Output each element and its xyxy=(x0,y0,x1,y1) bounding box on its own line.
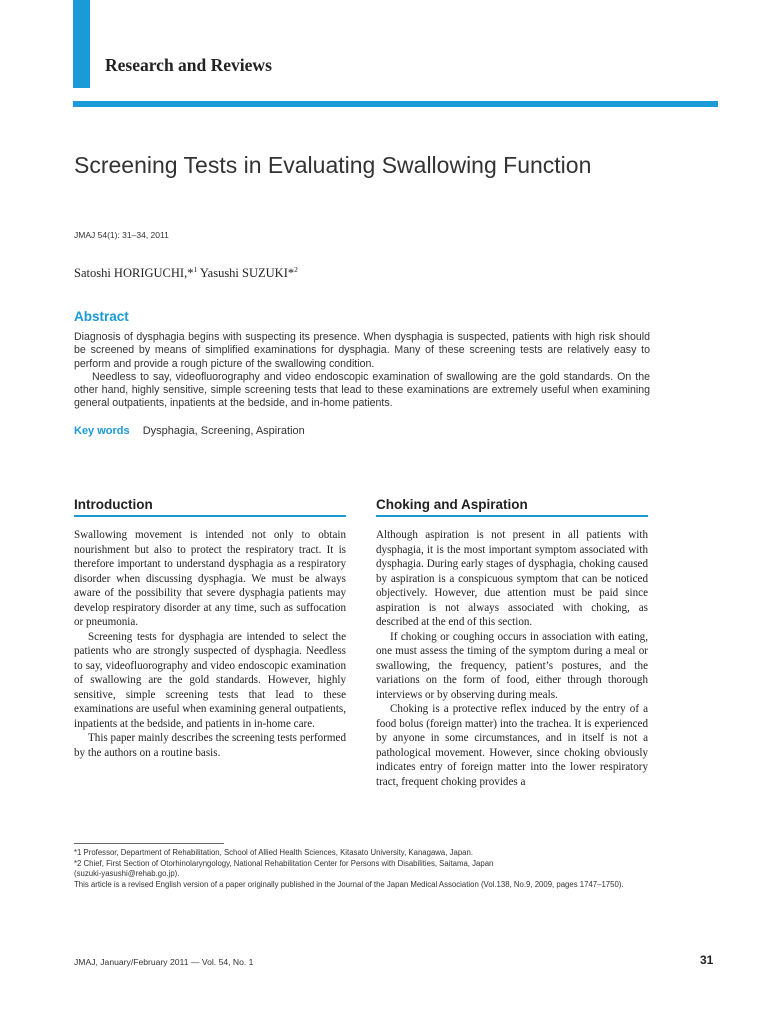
author-name: Satoshi HORIGUCHI,* xyxy=(74,266,194,281)
article-title: Screening Tests in Evaluating Swallowing Function xyxy=(74,152,592,178)
body-paragraph: Swallowing movement is intended not only to obtain nourishment but also to protect the respiratory tract. It is therefore important to understand dysphagia as a respiratory disorder when discussing dysphagia. We must be always aware of the possibility that severe dysphagia patients may develop respiratory disorder at any time, such as suffocation or pneumonia. xyxy=(74,529,346,628)
abstract-paragraph: Diagnosis of dysphagia begins with suspecting its presence. When dysphagia is suspected, patients with high risk should be screened by means of simplified examinations for dysphagia. Many of these screening tests are relatively easy to perform and provide a rough picture of the swallowing condition. xyxy=(74,331,650,370)
header-accent-bar xyxy=(73,0,90,88)
article-citation: JMAJ 54(1): 31–34, 2011 xyxy=(74,230,169,240)
keywords-value: Dysphagia, Screening, Aspiration xyxy=(142,425,305,437)
abstract-heading: Abstract xyxy=(74,309,129,324)
article-authors xyxy=(74,265,298,281)
footer-journal-info: JMAJ, January/February 2011 — Vol. 54, No. 1 xyxy=(74,957,254,967)
footnote: *2 Chief, First Section of Otorhinolaryngology, National Rehabilitation Center for Persons with Disabilities, Saitama, Japan xyxy=(74,858,494,868)
body-paragraph: Choking is a protective reflex induced by the entry of a food bolus (foreign matter) into the trachea. It is experienced by anyone in some circumstances, and in itself is not a pathological movement. However, since choking obviously indicates entry of foreign matter into the lower respiratory tract, frequent choking provides a xyxy=(376,703,648,788)
footnote: This article is a revised English version of a paper originally published in the Journal of the Japan Medical Association (Vol.138, No.9, 2009, pages 1747–1750). xyxy=(74,879,624,889)
author-affiliation-mark: 2 xyxy=(294,265,298,274)
section-label: Research and Reviews xyxy=(105,55,272,75)
introduction-section xyxy=(74,497,346,760)
author-name: Yasushi SUZUKI* xyxy=(199,266,295,281)
abstract-body xyxy=(74,331,650,411)
author-affiliation-mark: 1 xyxy=(193,265,198,274)
section-body xyxy=(376,528,648,789)
body-paragraph: If choking or coughing occurs in association with eating, one must assess the timing of the symptom during a meal or swallowing, the frequency, patient’s postures, and the variations on the form of food, either through thorough interviews or by observing during meals. xyxy=(376,630,648,701)
body-paragraph: Screening tests for dysphagia are intended to select the patients who are strongly suspected of dysphagia. Needless to say, videofluorography and video endoscopic examination of swallowing are the gold standards. However, highly sensitive, simple screening tests that lead to these examinations are useful when examining general outpatients, inpatients at the bedside, and patients in in-home care. xyxy=(74,630,346,730)
choking-aspiration-section xyxy=(376,497,648,789)
section-heading: Introduction xyxy=(74,497,346,517)
footnote: *1 Professor, Department of Rehabilitation, School of Allied Health Sciences, Kitasato University, Kanagawa, Japan. xyxy=(74,848,474,857)
header-divider xyxy=(73,101,718,107)
section-heading: Choking and Aspiration xyxy=(376,497,648,517)
body-paragraph: This paper mainly describes the screening tests performed by the authors on a routine basis. xyxy=(74,732,346,759)
footnotes xyxy=(74,848,654,890)
footnote-divider xyxy=(74,843,224,844)
keywords-label: Key words xyxy=(74,425,130,437)
body-paragraph: Although aspiration is not present in all patients with dysphagia, it is the most important symptom associated with dysphagia. During early stages of dysphagia, choking caused by aspiration is a conspicuous symptom that can be noticed objectively. However, due attention must be paid since aspiration is not always associated with choking, as described at the end of this section. xyxy=(376,529,648,628)
keywords xyxy=(74,425,305,437)
page-number: 31 xyxy=(700,953,714,967)
section-body xyxy=(74,528,346,760)
abstract-paragraph: Needless to say, videofluorography and video endoscopic examination of swallowing are the gold standards. On the other hand, highly sensitive, simple screening tests that lead to these examinations are extremely useful when examining general outpatients, inpatients at the bedside, and in-home patients. xyxy=(74,370,650,410)
footnote-email: (suzuki-yasushi@rehab.go.jp). xyxy=(74,869,180,879)
